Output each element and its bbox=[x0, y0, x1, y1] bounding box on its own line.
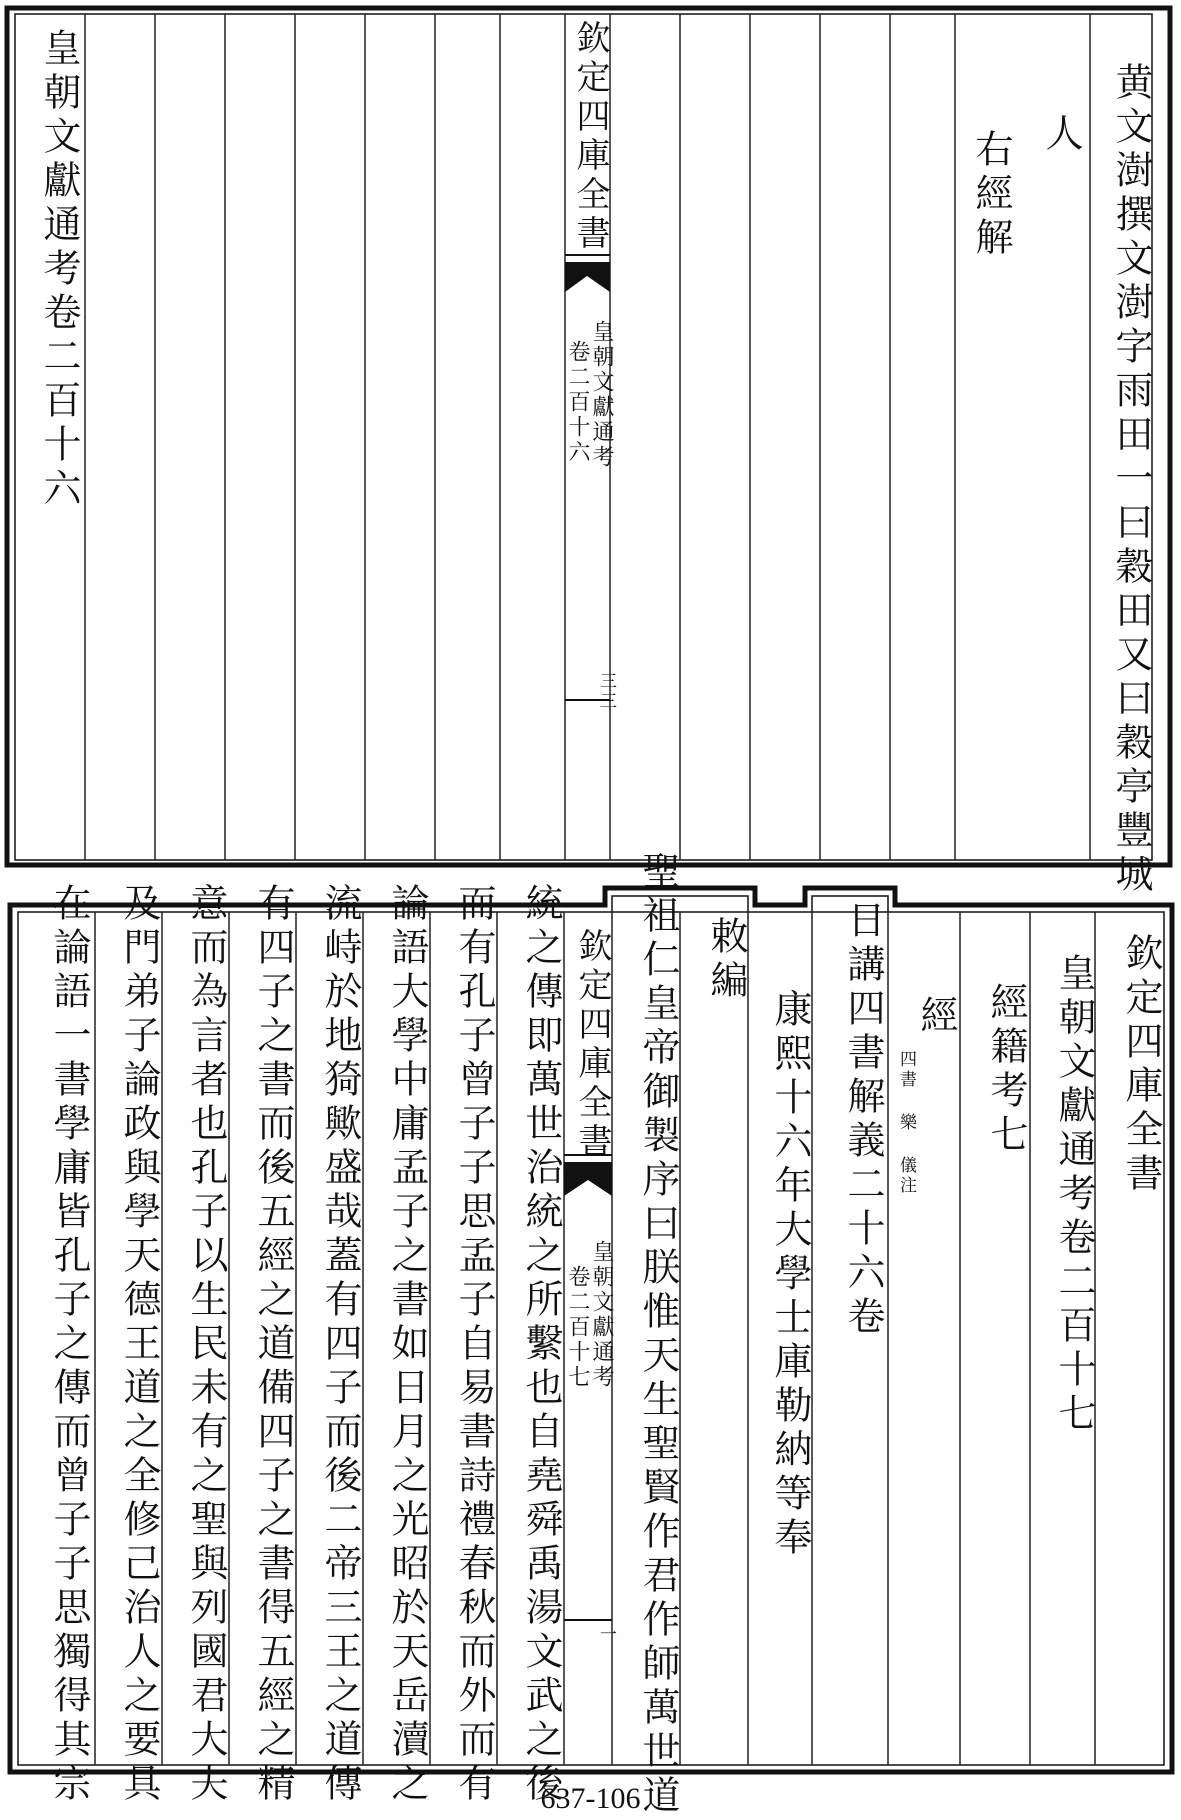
lower-text-column-7: 及門弟子論政與學天德王道之全修己治人之要具 bbox=[117, 883, 161, 1807]
lower-subsection-note: 四書 樂 儀注 bbox=[896, 1050, 916, 1196]
lower-margin-collection-title: 欽定四庫全書 bbox=[572, 928, 612, 1162]
upper-note-section: 右經解 bbox=[969, 129, 1013, 261]
lower-subsection: 經 bbox=[914, 995, 958, 1039]
page-number: 637-106 bbox=[540, 1782, 641, 1815]
upper-margin-folio: 三三 bbox=[596, 672, 616, 712]
lower-volume-title: 皇朝文獻通考卷二百十七 bbox=[1052, 953, 1096, 1437]
lower-text-column-5: 有四子之書而後五經之道備四子之書得五經之精 bbox=[251, 883, 295, 1807]
lower-margin-volume: 卷二百十七 bbox=[565, 1265, 590, 1390]
lower-margin-folio: 一 bbox=[596, 1625, 616, 1645]
lower-text-column-1: 統之傳即萬世治統之所繫也自堯舜禹湯文武之後 bbox=[519, 883, 563, 1807]
lower-section-title: 經籍考七 bbox=[984, 982, 1028, 1158]
lower-collection-title: 欽定四庫全書 bbox=[1119, 933, 1163, 1197]
lower-preface-line-1: 聖祖仁皇帝御製序曰朕惟天生聖賢作君作師萬世道 bbox=[636, 851, 680, 1819]
upper-heading-person: 人 bbox=[1039, 113, 1083, 157]
lower-compilers: 康熙十六年大學士庫勒納等奉 bbox=[768, 989, 812, 1561]
upper-trailing-title: 皇朝文獻通考卷二百十六 bbox=[37, 28, 81, 512]
upper-entry-line: 黄文澍撰文澍字雨田一曰穀田又曰穀亭豐城 bbox=[1109, 62, 1153, 898]
lower-margin-book-title: 皇朝文獻通考 bbox=[589, 1240, 614, 1390]
lower-text-column-6: 意而為言者也孔子以生民未有之聖與列國君大夫 bbox=[184, 883, 228, 1807]
lower-text-column-8: 在論語一書學庸皆孔子之傳而曾子子思獨得其宗 bbox=[47, 883, 91, 1807]
upper-margin-collection-title: 欽定四庫全書 bbox=[570, 20, 610, 254]
lower-text-column-2: 而有孔子曾子子思孟子自易書詩禮春秋而外而有 bbox=[452, 883, 496, 1807]
upper-margin-book-title: 皇朝文獻通考 bbox=[589, 320, 614, 470]
upper-margin-volume: 卷二百十六 bbox=[565, 340, 590, 465]
lower-book-title: 日講四書解義二十六卷 bbox=[841, 900, 885, 1340]
lower-text-column-3: 論語大學中庸孟子之書如日月之光昭於天岳瀆之 bbox=[385, 883, 429, 1807]
lower-edict-end: 敕編 bbox=[704, 916, 748, 1004]
lower-text-column-4: 流峙於地猗歟盛哉蓋有四子而後二帝三王之道傳 bbox=[318, 883, 362, 1807]
